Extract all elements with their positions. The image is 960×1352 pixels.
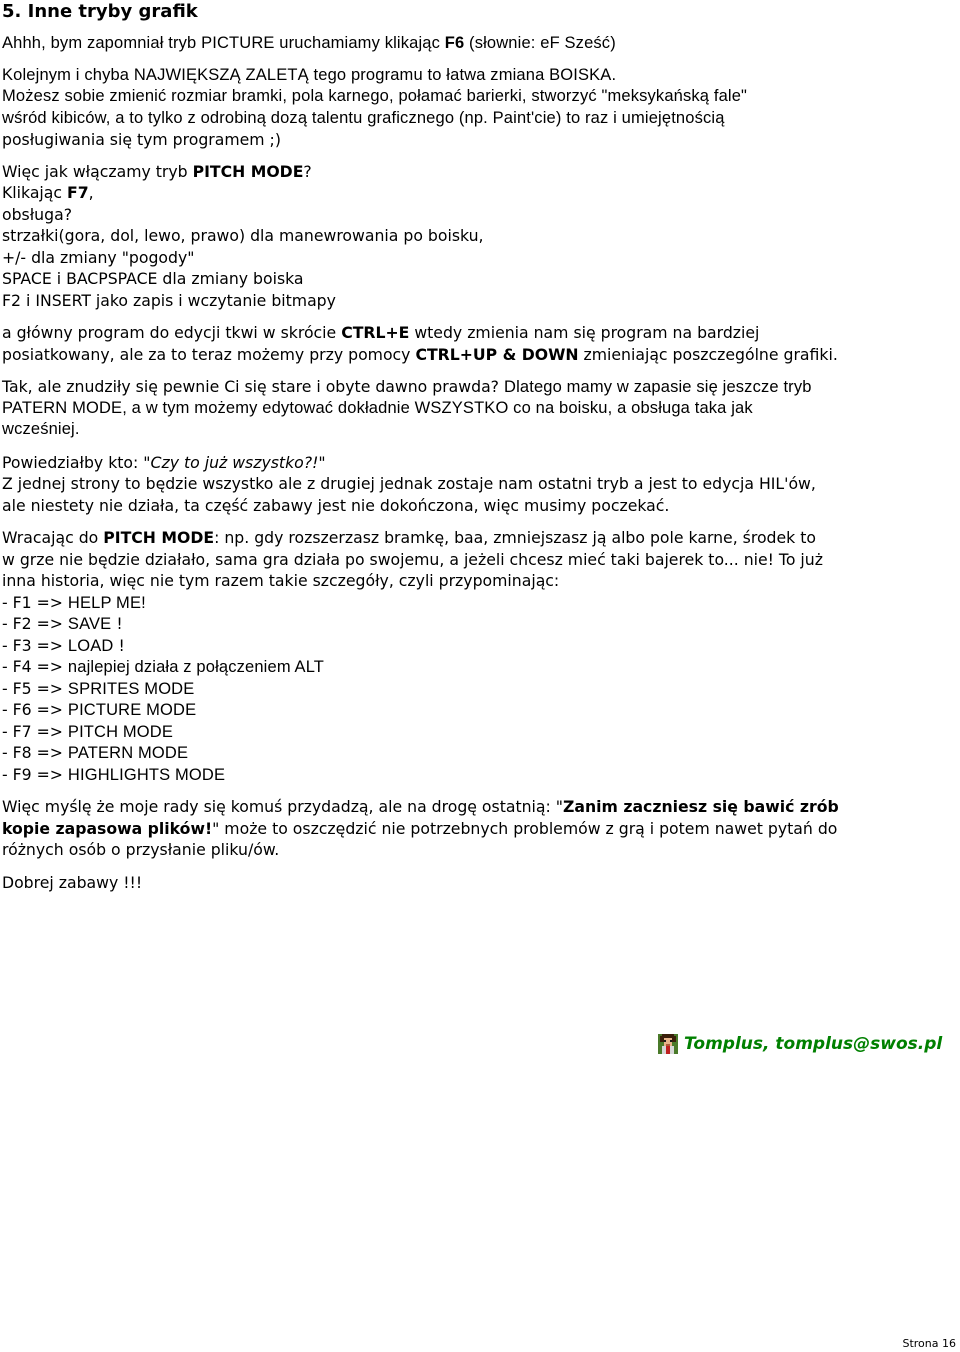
bold-key: CTRL+UP & DOWN — [415, 344, 579, 364]
key-label: - F7 => — [2, 721, 68, 741]
paragraph-closing — [2, 872, 958, 894]
text: zmieniając poszczególne grafiki. — [578, 344, 838, 364]
list-item — [2, 764, 958, 786]
key-action: PATERN MODE — [67, 744, 189, 762]
key-label: - F8 => — [2, 743, 68, 762]
text: Powiedziałby kto: " — [2, 452, 151, 472]
text-line: różnych osób o przysłanie pliku/ów. — [2, 840, 280, 859]
text: Wracając do — [2, 528, 104, 547]
text-line: Możesz sobie zmienić rozmiar bramki, pola karnego, połamać barierki, stworzyć "meksykańską fale" — [2, 87, 748, 105]
paragraph-pitch-change — [2, 65, 958, 130]
text-line: ale niestety nie działa, ta część zabawy jest nie dokończona, więc musimy poczekać. — [2, 495, 670, 515]
text: Więc myślę że moje rady się komuś przydadzą, ale na drogę ostatnią: " — [2, 797, 564, 816]
document-page — [2, 0, 958, 893]
text: (słownie: eF Sześć) — [464, 34, 616, 52]
bold-term: PITCH MODE — [192, 161, 304, 181]
list-item — [2, 613, 958, 635]
text-line: obsługa? — [2, 204, 73, 224]
text: , — [88, 183, 94, 202]
text-line: wcześniej. — [2, 420, 80, 438]
list-item — [2, 656, 958, 678]
key-label: - F2 => — [2, 614, 68, 633]
paragraph-patern-mode — [2, 376, 958, 441]
list-item — [2, 592, 958, 614]
list-item — [2, 678, 958, 700]
key-label: - F3 => — [2, 635, 68, 655]
bold-term: PITCH MODE — [103, 528, 215, 547]
bold-key: F7 — [67, 183, 89, 202]
key-action: HIGHLIGHTS MODE — [67, 765, 226, 784]
list-item — [2, 635, 958, 657]
text-line: SPACE i BACPSPACE dla zmiany boiska — [2, 269, 304, 288]
key-label: - F5 => — [2, 678, 68, 698]
text: " — [318, 452, 326, 472]
list-item — [2, 721, 958, 743]
bold-key: F6 — [444, 34, 465, 52]
paragraph-hil-mode — [2, 452, 958, 517]
function-key-list — [2, 592, 958, 786]
paragraph-pitch-change-end — [2, 129, 958, 151]
text-line: PATERN MODE, a w tym możemy edytować dokładnie WSZYSTKO co na boisku, a obsługa taka jak — [2, 398, 753, 417]
list-item — [2, 699, 958, 721]
text: wtedy zmienia nam się program na bardziej — [409, 323, 760, 342]
key-action: SAVE — [67, 615, 112, 633]
paragraph-ctrl-e — [2, 322, 958, 365]
text-line: w grze nie będzie działało, sama gra działa po swojemu, a jeżeli chcesz mieć taki bajerek to... nie! To już — [2, 549, 823, 569]
text-line: wśród kibiców, a to tylko z odrobiną dozą talentu graficznego (np. Paint'cie) to raz i umiejętnością — [2, 108, 725, 127]
text: posiatkowany, ale za to teraz możemy przy pomocy — [2, 344, 416, 364]
paragraph-pitch-mode — [2, 161, 958, 312]
text: a główny program do edycji tkwi w skrócie — [2, 323, 342, 342]
text: ! — [111, 614, 123, 633]
paragraph-backup-advice — [2, 796, 958, 861]
text-line: Dobrej zabawy !!! — [2, 872, 143, 892]
text-line: Z jednej strony to będzie wszystko ale z drugiej jednak zostaje nam ostatni tryb a jest to edycja HIL'ów, — [2, 474, 816, 493]
paragraph-picture-mode — [2, 33, 958, 55]
text: Tak, ale znudziły się pewnie Ci się stare i obyte dawno prawda? — [2, 377, 504, 396]
author-signature — [658, 1033, 942, 1055]
key-label: - F6 => — [2, 700, 68, 719]
text: Ahhh, bym zapomniał tryb PICTURE uruchamiamy klikając — [2, 34, 445, 52]
text-line: Kolejnym i chyba NAJWIĘKSZĄ ZALETĄ tego programu to łatwa zmiana BOISKA. — [2, 65, 617, 84]
key-action: PICTURE MODE — [67, 701, 197, 719]
page-number: Strona 16 — [902, 1337, 956, 1350]
key-label: - F4 => — [2, 657, 68, 676]
text: " może to oszczędzić nie potrzebnych problemów z grą i potem nawet pytań do — [212, 818, 838, 838]
text-line: F2 i INSERT jako zapis i wczytanie bitmapy — [2, 290, 336, 310]
text-line: posługiwania się tym programem ;) — [2, 130, 281, 149]
key-label: - F9 => — [2, 764, 68, 784]
paragraph-pitch-mode-notes — [2, 527, 958, 592]
text: : np. gdy rozszerzasz bramkę, baa, zmniejszasz ją albo pole karne, środek to — [214, 528, 816, 547]
italic-text: Czy to już wszystko?! — [150, 452, 319, 472]
text-line: +/- dla zmiany "pogody" — [2, 247, 195, 267]
key-action: SPRITES MODE — [67, 679, 195, 698]
key-action: PITCH MODE — [67, 722, 174, 741]
bold-key: CTRL+E — [341, 323, 410, 342]
key-action: HELP ME! — [67, 593, 146, 612]
key-action: najlepiej działa z połączeniem ALT — [67, 658, 325, 676]
bold-text: kopie zapasowa plików! — [2, 818, 213, 838]
text: ! — [113, 635, 125, 655]
text: Dlatego mamy w zapasie się jeszcze tryb — [504, 378, 812, 396]
text: Więc jak włączamy tryb — [2, 161, 193, 181]
text: ? — [303, 161, 312, 181]
section-heading: 5. Inne tryby grafik — [2, 1, 198, 22]
signature-text: Tomplus, tomplus@swos.pl — [684, 1034, 943, 1054]
text-line: strzałki(gora, dol, lewo, prawo) dla manewrowania po boisku, — [2, 226, 484, 245]
author-avatar-icon — [658, 1034, 678, 1054]
key-label: - F1 => — [2, 592, 68, 612]
key-action: LOAD — [67, 636, 114, 655]
bold-text: Zanim zaczniesz się bawić zrób — [563, 797, 839, 816]
text-line: inna historia, więc nie tym razem takie szczegóły, czyli przypominając: — [2, 571, 560, 590]
list-item — [2, 742, 958, 764]
text: Klikając — [2, 183, 68, 202]
